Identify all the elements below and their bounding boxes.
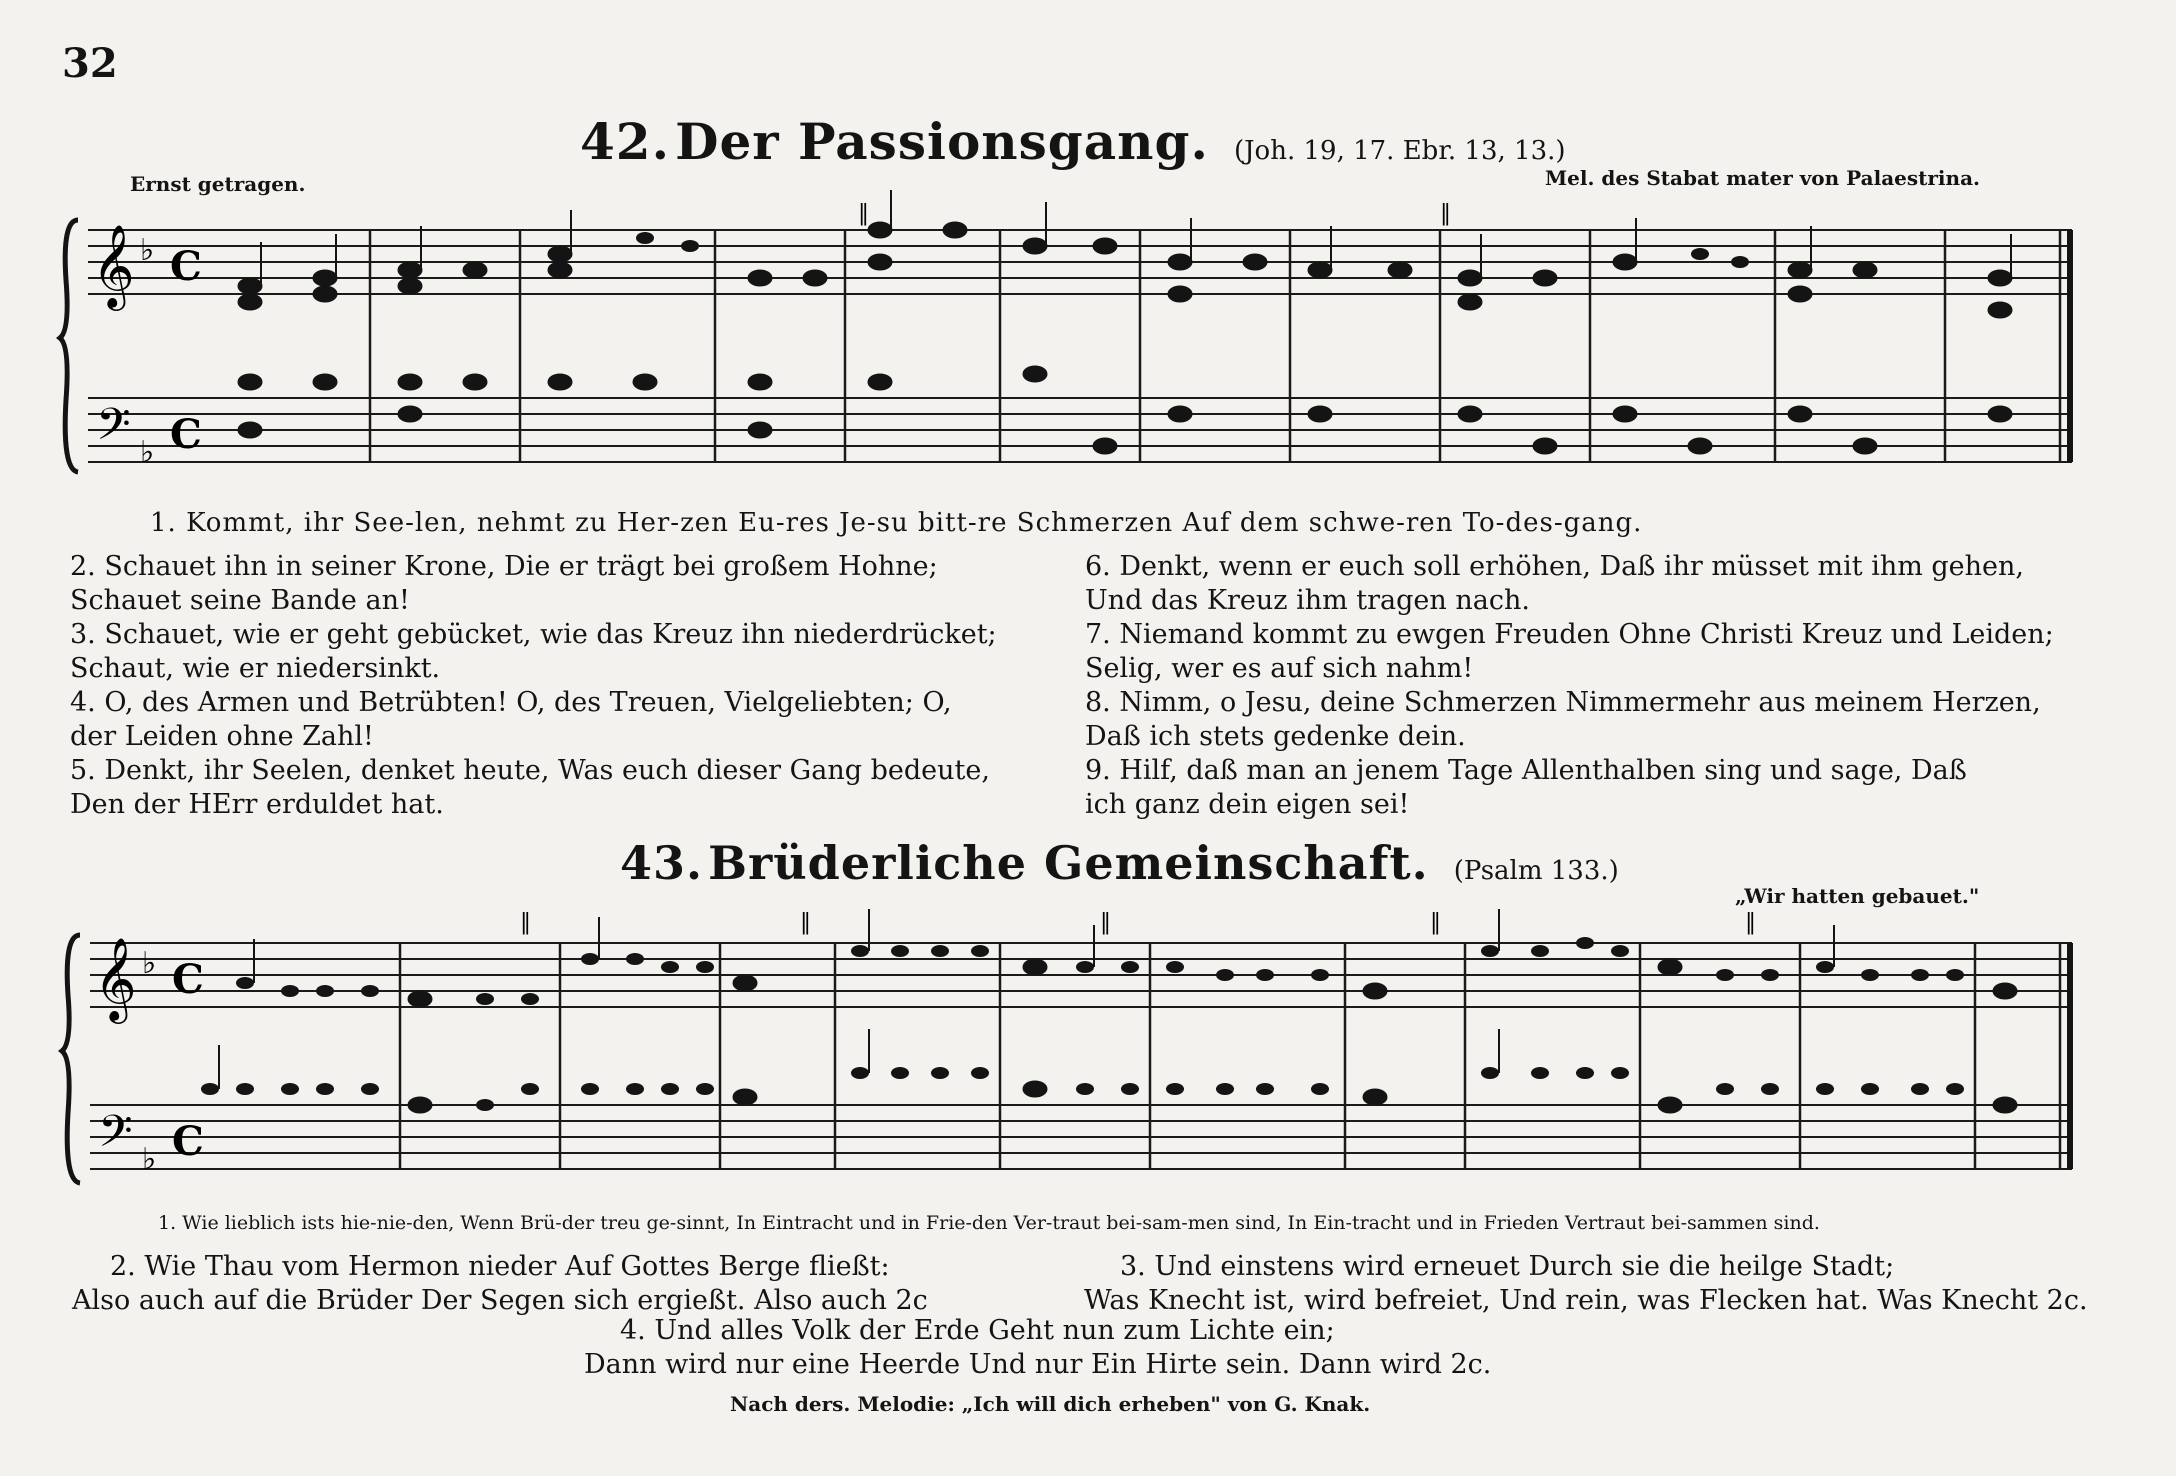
hymn-43-verse-3: [1084, 1250, 2088, 1318]
time-signature: C: [170, 411, 202, 458]
verse-line: Also auch auf die Brüder Der Segen sich ergießt. Also auch 2c: [72, 1285, 928, 1316]
fermata-icon: ‖: [1745, 910, 1756, 935]
bass-clef-icon: 𝄢: [98, 1105, 133, 1168]
hymn-43-verse-2: [72, 1250, 928, 1318]
verse-line: 3. Schauet, wie er geht gebücket, wie das Kreuz ihn niederdrücket;: [70, 619, 997, 650]
fermata-icon: ‖: [1100, 910, 1111, 935]
hymn-43-melody-note: Nach ders. Melodie: „Ich will dich erheben" von G. Knak.: [730, 1392, 1371, 1416]
bass-clef-icon: 𝄢: [96, 398, 131, 461]
verse-line: 7. Niemand kommt zu ewgen Freuden Ohne Christi Kreuz und Leiden;: [1085, 619, 2054, 650]
hymn-42-heading: [580, 112, 1566, 171]
verse-line: 8. Nimm, o Jesu, deine Schmerzen Nimmermehr aus meinem Herzen,: [1085, 687, 2041, 718]
verse-line: Daß ich stets gedenke dein.: [1085, 721, 1466, 752]
verse-line: Dann wird nur eine Heerde Und nur Ein Hirte sein. Dann wird 2c.: [584, 1349, 1492, 1380]
system-brace: [60, 220, 78, 472]
hymn-43-number: 43.: [620, 836, 704, 890]
hymn-43-verse-4: [584, 1314, 1492, 1382]
hymn-43-reference: (Psalm 133.): [1453, 856, 1619, 886]
hymn-43-tune-name: „Wir hatten gebauet.": [1735, 884, 1980, 908]
fermata-icon: ‖: [1430, 910, 1441, 935]
verse-line: Schaut, wie er niedersinkt.: [70, 653, 441, 684]
verse-line: 4. O, des Armen und Betrübten! O, des Treuen, Vielgeliebten; O,: [70, 687, 952, 718]
verse-line: 9. Hilf, daß man an jenem Tage Allenthalben sing und sage, Daß: [1085, 755, 1967, 786]
stems: [219, 909, 1834, 1089]
hymn-42-reference: (Joh. 19, 17. Ebr. 13, 13.): [1233, 136, 1566, 166]
verse-line: 4. Und alles Volk der Erde Geht nun zum Lichte ein;: [620, 1315, 1335, 1346]
verse-line: ich ganz dein eigen sei!: [1085, 789, 1410, 820]
flat-icon: ♭: [140, 435, 155, 470]
treble-notes: [236, 937, 2016, 1006]
verse-line: Schauet seine Bande an!: [70, 585, 410, 616]
fermata-icon: ‖: [520, 910, 531, 935]
verse-line: Was Knecht ist, wird befreiet, Und rein, was Flecken hat. Was Knecht 2c.: [1084, 1285, 2088, 1316]
barlines: [400, 943, 2070, 1169]
system-brace: [62, 935, 80, 1183]
hymn-42-melody-source: Mel. des Stabat mater von Palaestrina.: [1545, 166, 1980, 190]
verse-line: 6. Denkt, wenn er euch soll erhöhen, Daß ihr müsset mit ihm gehen,: [1085, 551, 2025, 582]
hymn-42-verses-right: [1085, 550, 2054, 822]
treble-clef-icon: 𝄞: [92, 223, 135, 307]
verse-line: Selig, wer es auf sich nahm!: [1085, 653, 1474, 684]
hymn-42-lyric-underlay: 1. Kommt, ihr See-len, nehmt zu Her-zen Eu-res Je-su bitt-re Schmerzen Auf dem schwe-ren To-des-gang.: [150, 508, 1643, 538]
verse-line: der Leiden ohne Zahl!: [70, 721, 374, 752]
hymn-43-heading: [620, 836, 1619, 890]
verse-line: Und das Kreuz ihm tragen nach.: [1085, 585, 1530, 616]
verse-line: 2. Schauet ihn in seiner Krone, Die er trägt bei großem Hohne;: [70, 551, 938, 582]
verse-line: Den der HErr erduldet hat.: [70, 789, 444, 820]
hymn-42-score: [0, 190, 2176, 520]
hymn-42-tempo: Ernst getragen.: [130, 172, 306, 196]
hymn-42-number: 42.: [580, 112, 670, 171]
fermata-icon: ‖: [800, 910, 811, 935]
fermata-icon: ‖: [1440, 201, 1451, 226]
verse-line: 2. Wie Thau vom Hermon nieder Auf Gottes Berge fließt:: [110, 1251, 890, 1282]
treble-clef-icon: 𝄞: [94, 936, 137, 1020]
hymn-43-title: Brüderliche Gemeinschaft.: [708, 836, 1429, 890]
fermata-icon: ‖: [858, 201, 869, 226]
flat-icon: ♭: [142, 1142, 157, 1177]
hymn-43-lyric-underlay: 1. Wie lieblich ists hie-nie-den, Wenn Brü-der treu ge-sinnt, In Eintracht und in Frie-den Ver-traut bei-sam-men sind, In Ein-tracht und in Frieden Vertraut bei-sammen sind.: [158, 1212, 1820, 1234]
page-number: 32: [62, 40, 118, 87]
bass-notes: [239, 367, 2011, 453]
treble-notes: [239, 223, 2011, 317]
hymn-42-verses-left: [70, 550, 997, 822]
hymn-42-title: Der Passionsgang.: [675, 112, 1209, 171]
verse-line: 3. Und einstens wird erneuet Durch sie die heilge Stadt;: [1120, 1251, 1895, 1282]
time-signature: C: [170, 243, 202, 290]
verse-line: 5. Denkt, ihr Seelen, denket heute, Was euch dieser Gang bedeute,: [70, 755, 990, 786]
flat-icon: ♭: [142, 946, 157, 981]
stems: [261, 190, 2011, 286]
bass-staff: [90, 1105, 2072, 1169]
time-signature: C: [172, 956, 204, 1003]
hymn-43-score: [0, 905, 2176, 1215]
time-signature: C: [172, 1118, 204, 1165]
flat-icon: ♭: [140, 233, 155, 268]
barlines: [370, 230, 2070, 462]
